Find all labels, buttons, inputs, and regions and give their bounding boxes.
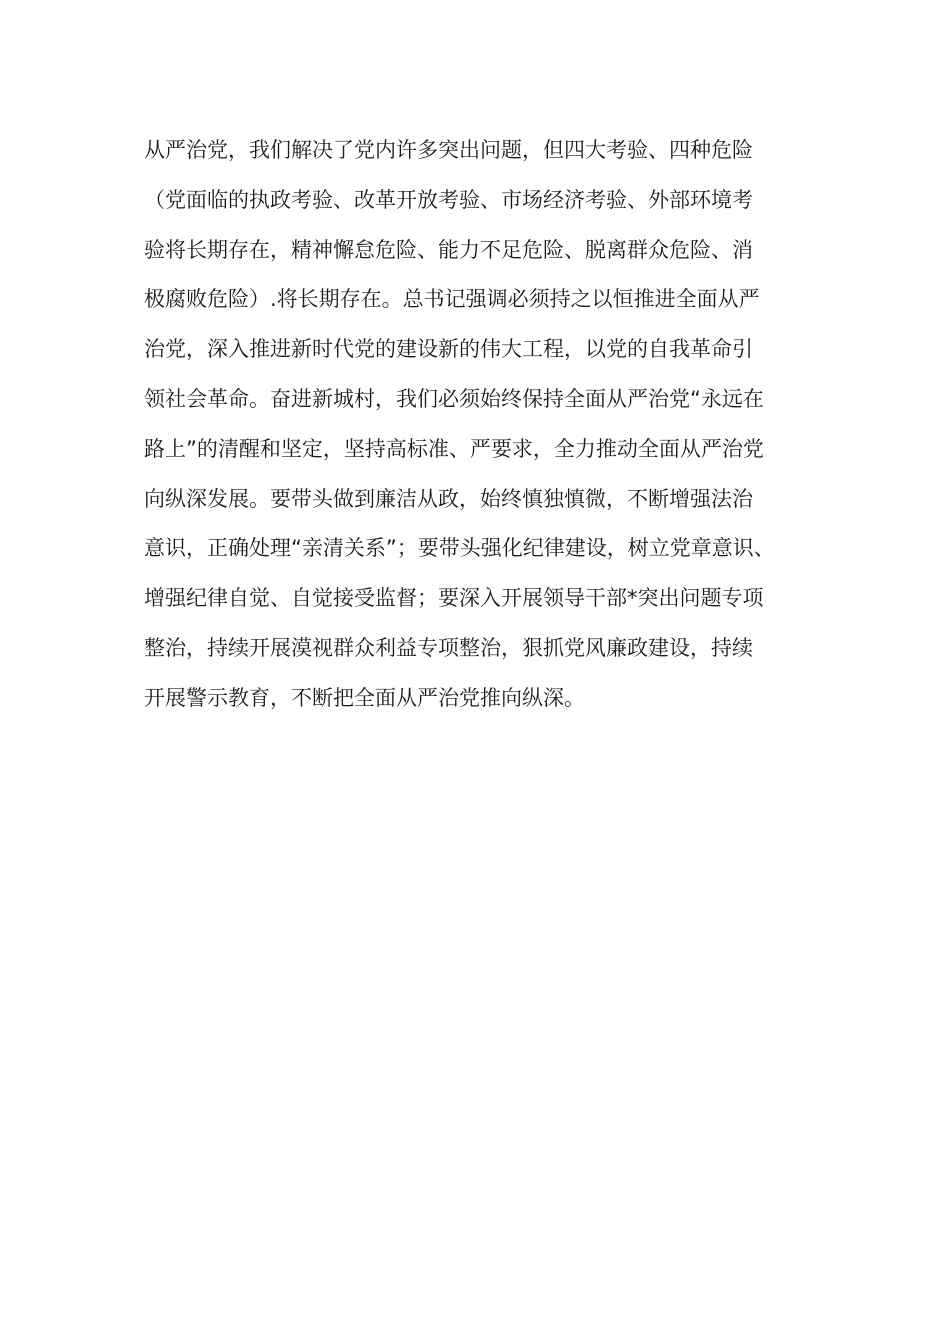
text-line-4: 极腐败危险）.将长期存在。总书记强调必须持之以恒推进全面从严 [144, 287, 760, 312]
text-line-2: （党面临的执政考验、改革开放考验、市场经济考验、外部环境考 [144, 187, 753, 212]
text-line-1: 从严治党，我们解决了党内许多突出问题，但四大考验、四种危险 [144, 138, 753, 162]
text-line-5: 治党，深入推进新时代党的建设新的伟大工程，以党的自我革命引 [144, 337, 753, 362]
text-line-10: 增强纪律自觉、自觉接受监督；要深入开展领导干部*突出问题专项 [144, 586, 764, 611]
text-line-7: 路上”的清醒和坚定，坚持高标准、严要求，全力推动全面从严治党 [144, 436, 764, 461]
text-line-8: 向纵深发展。要带头做到廉洁从政，始终慎独慎微，不断增强法治 [144, 486, 753, 511]
text-line-9: 意识，正确处理“亲清关系”；要带头强化纪律建设，树立党章意识、 [144, 536, 775, 561]
body-paragraph [144, 126, 809, 724]
text-line-3: 验将长期存在，精神懈怠危险、能力不足危险、脱离群众危险、消 [144, 237, 753, 262]
text-line-11: 整治，持续开展漠视群众利益专项整治，狠抓党风廉政建设，持续 [144, 635, 753, 660]
text-line-12: 开展警示教育，不断把全面从严治党推向纵深。 [144, 685, 585, 710]
text-line-6: 领社会革命。奋进新城村，我们必须始终保持全面从严治党“永远在 [144, 386, 764, 411]
